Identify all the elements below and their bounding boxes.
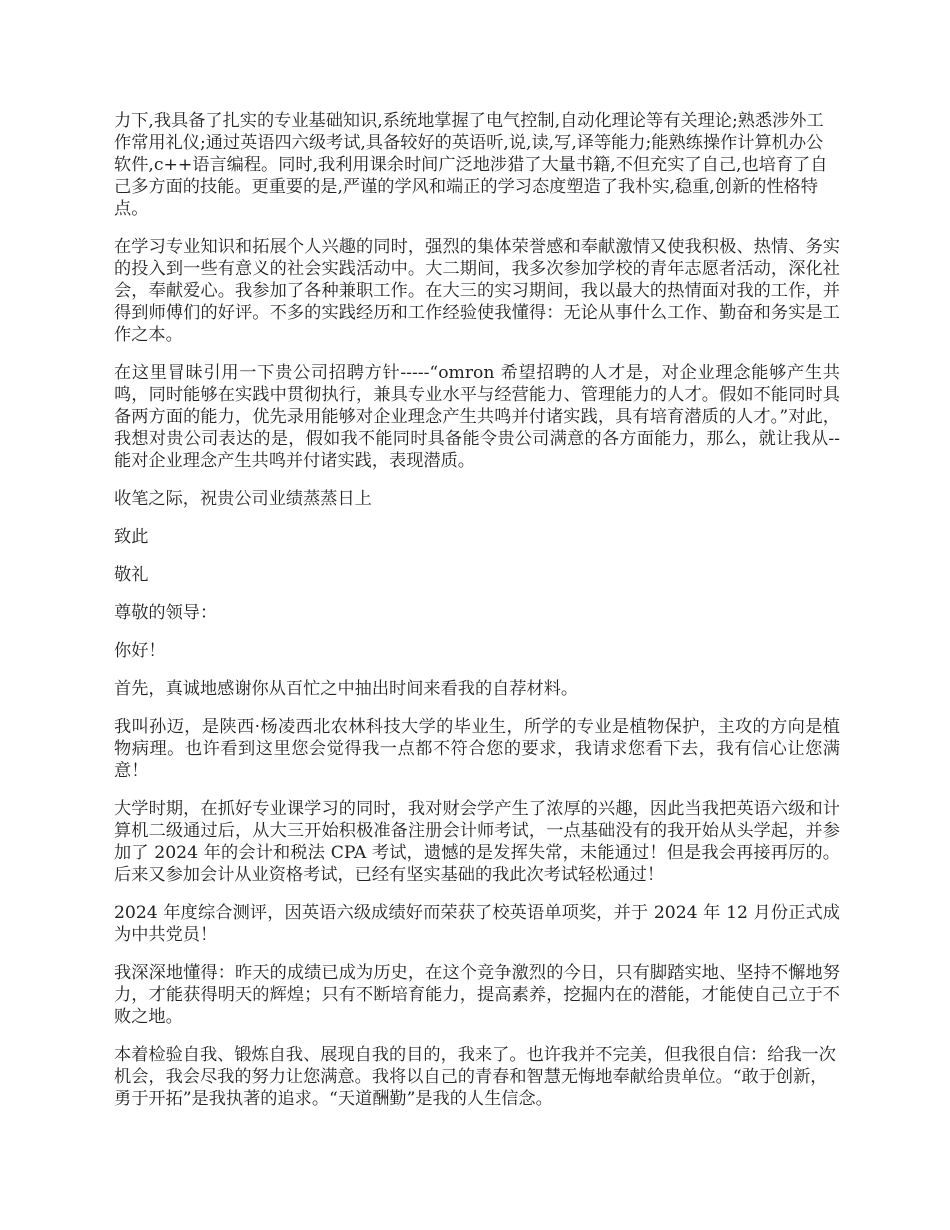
paragraph-university-study: 大学时期，在抓好专业课学习的同时，我对财会学产生了浓厚的兴趣，因此当我把英语六级和计算机二级通过后，从大三开始积极准备注册会计师考试，一点基础没有的我开始从头学起，并参加了 2024 年的会计和税法 CPA 考试，遗憾的是发挥失常，未能通过！但是我会再接再厉的。后来又参加会计从业资格考试，已经有坚实基础的我此次考试轻松通过！ bbox=[114, 799, 840, 885]
paragraph-conclusion: 本着检验自我、锻炼自我、展现自我的目的，我来了。也许我并不完美，但我很自信：给我一次机会，我会尽我的努力让您满意。我将以自己的青春和智慧无悔地奉献给贵单位。“敢于创新，勇于开拓”是我执著的追求。“天道酬勤”是我的人生信念。 bbox=[114, 1045, 836, 1109]
paragraph-understanding: 我深深地懂得：昨天的成绩已成为历史，在这个竞争激烈的今日，只有脚踏实地、坚持不懈地努力，才能获得明天的辉煌；只有不断培育能力，提高素养，挖掘内在的潜能，才能使自己立于不败之地。 bbox=[114, 963, 840, 1027]
paragraph-social-practice: 在学习专业知识和拓展个人兴趣的同时，强烈的集体荣誉感和奉献激情又使我积极、热情、务实的投入到一些有意义的社会实践活动中。大二期间，我多次参加学校的青年志愿者活动，深化社会，奉献爱心。我参加了各种兼职工作。在大三的实习期间，我以最大的热情面对我的工作，并得到师傅们的好评。不多的实践经历和工作经验使我懂得：无论从事什么工作、勤奋和务实是工作之本。 bbox=[114, 237, 840, 345]
paragraph-salutation: 尊敬的领导： bbox=[114, 603, 218, 623]
paragraph-introduction: 我叫孙迈，是陕西·杨凌西北农林科技大学的毕业生，所学的专业是植物保护，主攻的方向是植物病理。也许看到这里您会觉得我一点都不符合您的要求，我请求您看下去，我有信心让您满意！ bbox=[114, 717, 840, 781]
paragraph-jingli: 敬礼 bbox=[114, 565, 149, 585]
paragraph-awards: 2024 年度综合测评，因英语六级成绩好而荣获了校英语单项奖，并于 2024 年 12 月份正式成为中共党员！ bbox=[114, 903, 840, 945]
document-body bbox=[114, 110, 840, 1110]
paragraph-skills: 力下,我具备了扎实的专业基础知识,系统地掌握了电气控制,自动化理论等有关理论;熟悉涉外工作常用礼仪;通过英语四六级考试,具备较好的英语听,说,读,写,译等能力;能熟练操作计算机办公软件,c++语言编程。同时,我利用课余时间广泛地涉猎了大量书籍,不但充实了自己,也培育了自己多方面的技能。更重要的是,严谨的学风和端正的学习态度塑造了我朴实,稳重,创新的性格特点。 bbox=[114, 111, 828, 219]
paragraph-zhici: 致此 bbox=[114, 527, 149, 547]
paragraph-closing-wish: 收笔之际，祝贵公司业绩蒸蒸日上 bbox=[114, 489, 372, 509]
paragraph-greeting: 你好！ bbox=[114, 641, 166, 661]
paragraph-recruitment-policy: 在这里冒昧引用一下贵公司招聘方针-----“omron 希望招聘的人才是，对企业理念能够产生共鸣，同时能够在实践中贯彻执行，兼具专业水平与经营能力、管理能力的人才。假如不能同时具备两方面的能力，优先录用能够对企业理念产生共鸣并付诸实践，具有培育潜质的人才。”对此，我想对贵公司表达的是，假如我不能同时具备能令贵公司满意的各方面能力，那么，就让我从--能对企业理念产生共鸣并付诸实践，表现潜质。 bbox=[114, 363, 840, 471]
paragraph-thanks: 首先，真诚地感谢你从百忙之中抽出时间来看我的自荐材料。 bbox=[114, 679, 579, 699]
